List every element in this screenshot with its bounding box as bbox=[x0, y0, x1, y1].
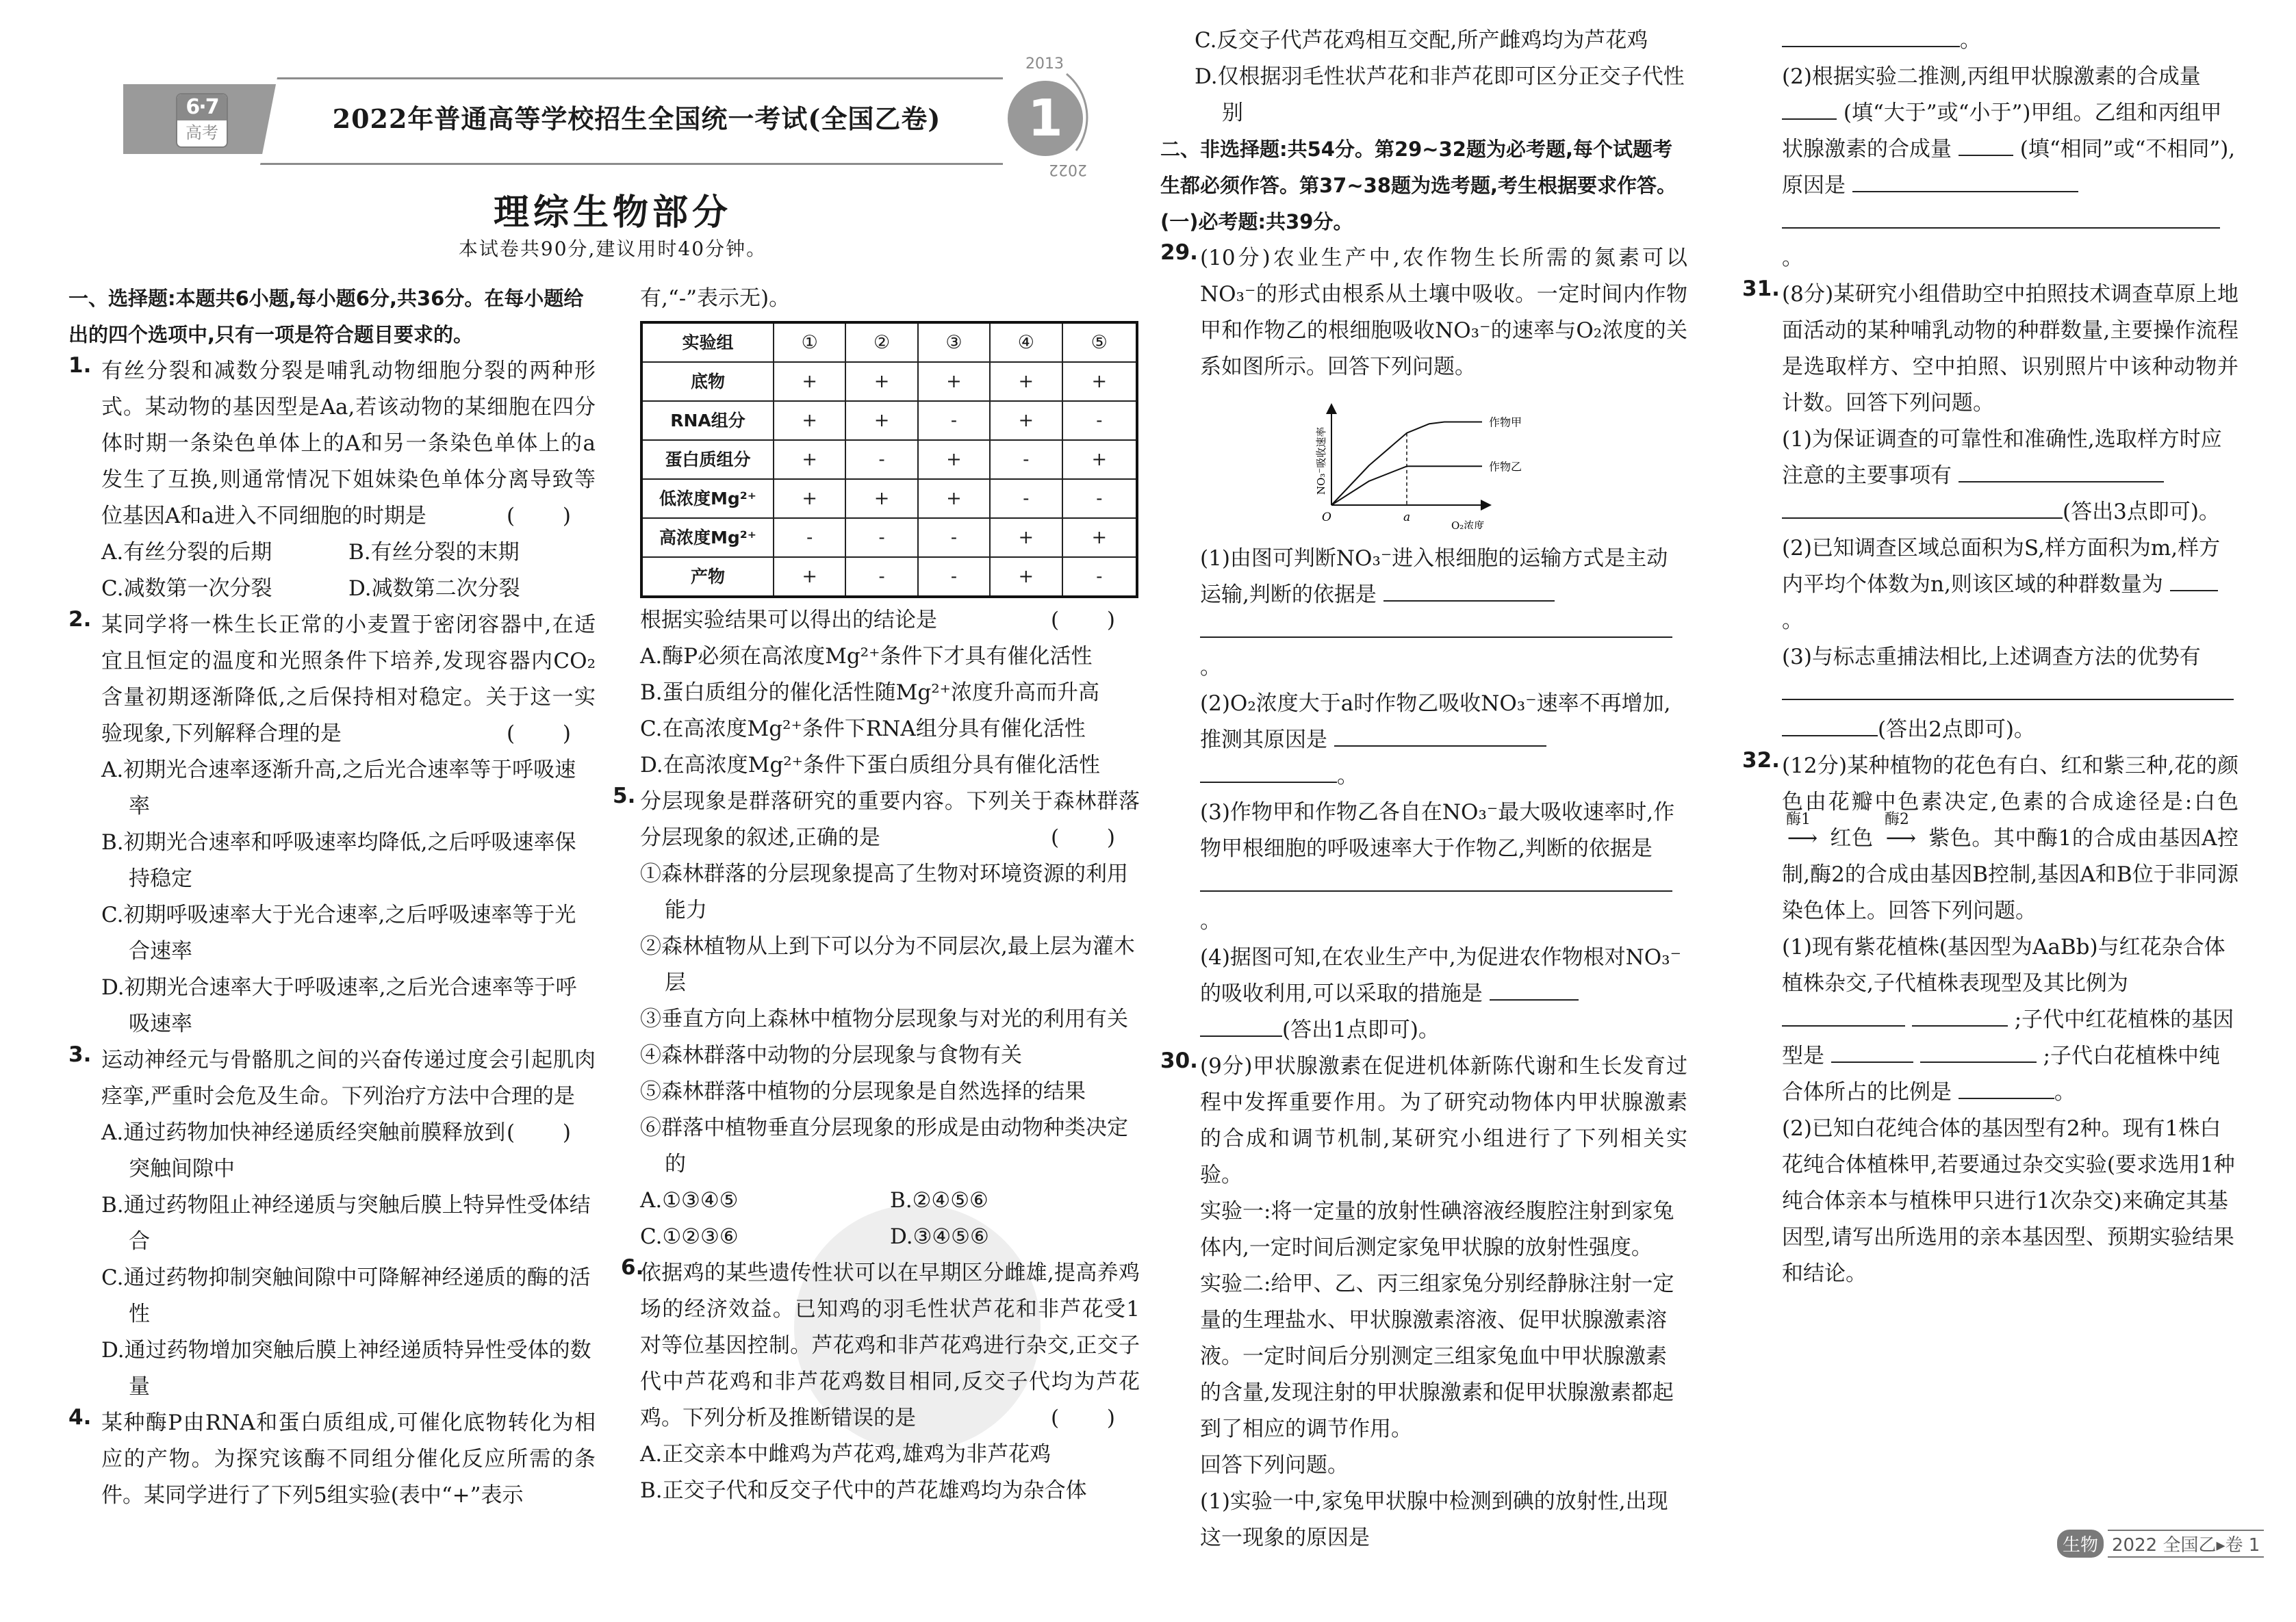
question-number: 4. bbox=[68, 1405, 92, 1430]
q31-part-2 bbox=[1742, 530, 2238, 639]
question-text: 根据实验结果可以得出的结论是 bbox=[640, 608, 937, 632]
question-4-prompt bbox=[640, 602, 1140, 639]
row-label: RNA组分 bbox=[641, 401, 774, 440]
part-text: (3)作物甲和作物乙各自在NO₃⁻最大吸收速率时,作物甲根细胞的呼吸速率大于作物乙,判断的依据是 bbox=[1200, 800, 1675, 861]
table-cell: + bbox=[774, 362, 845, 401]
answer-blank[interactable] bbox=[1200, 615, 1672, 638]
x-tick-a: a bbox=[1403, 511, 1411, 524]
options-row bbox=[640, 1219, 1140, 1255]
stem-red: 红色 bbox=[1830, 826, 1874, 851]
part-text: (2)O₂浓度大于a时作物乙吸收NO₃⁻速率不再增加,推测其原因是 bbox=[1200, 691, 1671, 752]
question-stem: (12分)某种植物的花色有白、红和紫三种,花的颜色由花瓣中色素决定,色素的合成途径是:白色 bbox=[1782, 754, 2238, 814]
question-stem: (10分)农业生产中,农作物生长所需的氮素可以NO₃⁻的形式由根系从土壤中吸收。一定时间内作物甲和作物乙的根细胞吸收NO₃⁻的速率与O₂浓度的关系如图所示。回答下列问题。 bbox=[1200, 246, 1687, 379]
option-a[interactable]: A.通过药物加快神经递质经突触前膜释放到突触间隙中 bbox=[101, 1120, 506, 1181]
option-a[interactable]: A.酶P必须在高浓度Mg²⁺条件下才具有催化活性 bbox=[640, 644, 1093, 669]
option-b[interactable]: B.初期光合速率和呼吸速率均降低,之后呼吸速率保持稳定 bbox=[101, 830, 576, 891]
answer-paren[interactable]: ( ) bbox=[506, 504, 591, 528]
answer-blank[interactable] bbox=[1200, 760, 1337, 783]
q31-part-3-line1 bbox=[1742, 675, 2238, 712]
q31-part-3: (3)与标志重捕法相比,上述调查方法的优势有 bbox=[1782, 645, 2201, 669]
table-cell: + bbox=[774, 557, 845, 597]
page-subtitle: 本试卷共90分,建议用时40分钟。 bbox=[458, 237, 767, 260]
statement-2: ②森林植物从上到下可以分为不同层次,最上层为灌木层 bbox=[640, 934, 1135, 995]
table-cell: - bbox=[918, 557, 990, 597]
period: 。 bbox=[1200, 655, 1221, 680]
question-stem: 分层现象是群落研究的重要内容。下列关于森林群落分层现象的叙述,正确的是 bbox=[640, 789, 1140, 850]
part-text: (2)已知调查区域总面积为S,样方面积为m,样方内平均个体数为n,则该区域的种群数量为 bbox=[1782, 536, 2221, 597]
question-stem: (9分)甲状腺激素在促进机体新陈代谢和生长发育过程中发挥重要作用。为了研究动物体内甲状腺激素的合成和调节机制,某研究小组进行了下列相关实验。 bbox=[1200, 1054, 1687, 1187]
q31-part-1 bbox=[1742, 422, 2238, 494]
answer-blank[interactable] bbox=[1782, 495, 2063, 519]
question-32 bbox=[1742, 748, 2238, 929]
table-row bbox=[641, 362, 1137, 401]
statement-6: ⑥群落中植物垂直分层现象的形成是由动物种类决定的 bbox=[640, 1116, 1128, 1176]
table-cell: - bbox=[990, 479, 1062, 518]
row-label: 低浓度Mg²⁺ bbox=[641, 479, 774, 518]
answer-blank[interactable] bbox=[1782, 1003, 1905, 1027]
table-row bbox=[641, 518, 1137, 557]
statement-3: ③垂直方向上森林中植物分层现象与对光的利用有关 bbox=[640, 1007, 1128, 1031]
table-cell: - bbox=[918, 518, 990, 557]
answer-blank[interactable] bbox=[1200, 868, 1672, 892]
period: 。 bbox=[1337, 764, 1358, 788]
column-1 bbox=[68, 281, 596, 1514]
part-note: (答出3点即可)。 bbox=[2063, 500, 2220, 524]
table-cell: + bbox=[774, 401, 845, 440]
logo-top: 6·7 bbox=[177, 94, 227, 120]
enzyme-1-arrow: 酶1 ⟶ bbox=[1782, 821, 1823, 857]
q32-part-1 bbox=[1742, 929, 2238, 1111]
option-d[interactable]: D.减数第二次分裂 bbox=[348, 576, 520, 601]
period: 。 bbox=[2054, 1080, 2076, 1105]
table-cell: - bbox=[774, 518, 845, 557]
column-header-group: ③ bbox=[918, 322, 990, 362]
options-row bbox=[640, 1183, 1140, 1219]
q30-part-1: (1)实验一中,家兔甲状腺中检测到碘的放射性,出现这一现象的原因是 bbox=[1200, 1489, 1668, 1550]
answer-blank[interactable] bbox=[1782, 96, 1837, 120]
table-cell: + bbox=[1062, 362, 1137, 401]
column-header-group: ④ bbox=[990, 322, 1062, 362]
table-row bbox=[641, 440, 1137, 479]
origin-label: O bbox=[1322, 511, 1331, 524]
answer-blank[interactable] bbox=[1831, 1040, 1913, 1063]
q30-part-2-line2 bbox=[1742, 204, 2238, 276]
stem-purple: 紫色。其中酶1的合成由基因A控制,酶2的合成由基因B控制,基因A和B位于非同源染色体上。回答下列问题。 bbox=[1782, 826, 2239, 923]
answer-blank[interactable] bbox=[1383, 578, 1555, 602]
answer-paren[interactable]: ( ) bbox=[1050, 825, 1136, 850]
column-3 bbox=[1160, 23, 1687, 1556]
part-note: (答出2点即可)。 bbox=[1878, 717, 2035, 742]
question-6 bbox=[621, 1255, 1140, 1437]
table-cell: - bbox=[1062, 401, 1137, 440]
option-d[interactable]: D.通过药物增加突触后膜上神经递质特异性受体的数量 bbox=[101, 1338, 591, 1399]
table-cell: - bbox=[918, 401, 990, 440]
period: 。 bbox=[1782, 608, 1803, 633]
question-number: 6. bbox=[621, 1255, 644, 1280]
table-cell: + bbox=[918, 479, 990, 518]
table-cell: + bbox=[774, 479, 845, 518]
experiment-2: 实验二:给甲、乙、丙三组家兔分别经静脉注射一定量的生理盐水、甲状腺激素溶液、促甲状腺激素溶液。一定时间后分别测定三组家兔血中甲状腺激素的含量,发现注射的甲状腺激素和促甲状腺激素都起到了相应的调节作用。 bbox=[1200, 1272, 1674, 1441]
option-c[interactable]: C.初期呼吸速率大于光合速率,之后呼吸速率等于光合速率 bbox=[101, 903, 576, 964]
table-cell: - bbox=[845, 518, 917, 557]
question-stem: (8分)某研究小组借助空中拍照技术调查草原上地面活动的某种哺乳动物的种群数量,主要操作流程是选取样方、空中拍照、识别照片中该种动物并计数。回答下列问题。 bbox=[1782, 282, 2238, 415]
option-b[interactable]: B.有丝分裂的末期 bbox=[348, 540, 520, 565]
row-label: 产物 bbox=[641, 557, 774, 597]
subject-pill: 生物 bbox=[2057, 1530, 2104, 1558]
answer-blank[interactable] bbox=[1200, 1014, 1282, 1037]
section-2-heading: 二、非选择题:共54分。第29~32题为必考题,每个试题考生都必须作答。第37~38题为选考题,考生根据要求作答。 bbox=[1160, 138, 1677, 197]
series-label-1: 作物甲 bbox=[1489, 415, 1522, 429]
question-stem: 运动神经元与骨骼肌之间的兴奋传递过度会引起肌肉痉挛,严重时会危及生命。下列治疗方法中合理的是 bbox=[101, 1048, 596, 1109]
logo bbox=[176, 93, 228, 148]
part-text: ;子代中红花植株的基因型是 bbox=[1782, 1007, 2234, 1068]
x-axis-label: O₂浓度 bbox=[1451, 519, 1485, 529]
option-c[interactable]: C.减数第一次分裂 bbox=[101, 576, 272, 601]
column-header-group: ① bbox=[774, 322, 845, 362]
enzyme-2-arrow: 酶2 ⟶ bbox=[1880, 821, 1922, 857]
q29-part-2 bbox=[1160, 686, 1687, 758]
period: 。 bbox=[1200, 909, 1221, 934]
option-c[interactable]: C.反交子代芦花鸡相互交配,所产雌鸡均为芦花鸡 bbox=[1195, 28, 1648, 53]
part-text: (1)为保证调查的可靠性和准确性,选取样方时应注意的主要事项有 bbox=[1782, 427, 2222, 488]
section-1-heading: 一、选择题:本题共6小题,每小题6分,共36分。在每小题给出的四个选项中,只有一项是符合题目要求的。 bbox=[68, 287, 584, 346]
period: 。 bbox=[1782, 246, 1803, 270]
question-29 bbox=[1160, 240, 1687, 385]
question-number: 2. bbox=[68, 607, 92, 632]
option-a[interactable]: A.有丝分裂的后期 bbox=[101, 540, 272, 565]
badge-year-start: 2013 bbox=[1025, 55, 1064, 73]
answer-blank[interactable] bbox=[1782, 677, 2234, 700]
options-row bbox=[68, 535, 596, 571]
table-cell: + bbox=[990, 557, 1062, 597]
table-cell: - bbox=[990, 440, 1062, 479]
q31-part-1-line2 bbox=[1742, 494, 2238, 530]
answer-blank[interactable] bbox=[1920, 1040, 2037, 1063]
enzyme-1-label: 酶1 bbox=[1786, 811, 1811, 828]
table-cell: + bbox=[845, 401, 917, 440]
table-cell: + bbox=[918, 440, 990, 479]
experiment-table bbox=[640, 321, 1138, 598]
column-2 bbox=[613, 281, 1140, 1509]
question-4-stem-continued: 有,“-”表示无)。 bbox=[640, 286, 791, 311]
table-row bbox=[641, 557, 1137, 597]
series-label-2: 作物乙 bbox=[1489, 460, 1522, 474]
part-text: (填“相同”或“不相同”),原因是 bbox=[1782, 137, 2236, 198]
table-cell: - bbox=[845, 440, 917, 479]
question-1 bbox=[68, 353, 596, 535]
q29-part-4 bbox=[1160, 940, 1687, 1012]
q29-part-4-line2 bbox=[1160, 1012, 1687, 1048]
no3-uptake-chart bbox=[1297, 392, 1557, 529]
q29-part-1-line2 bbox=[1160, 613, 1687, 686]
table-cell: + bbox=[990, 518, 1062, 557]
q31-part-3-line2 bbox=[1742, 712, 2238, 748]
answer-prompt: 回答下列问题。 bbox=[1200, 1453, 1349, 1478]
option-b[interactable]: B.蛋白质组分的催化活性随Mg²⁺浓度升高而升高 bbox=[640, 680, 1100, 705]
question-30 bbox=[1160, 1048, 1687, 1194]
table-cell: + bbox=[1062, 518, 1137, 557]
answer-paren[interactable]: ( ) bbox=[506, 721, 591, 746]
options-row bbox=[68, 571, 596, 607]
answer-blank[interactable] bbox=[1959, 1076, 2054, 1099]
answer-blank[interactable] bbox=[1782, 24, 1960, 47]
option-c[interactable]: C.在高浓度Mg²⁺条件下RNA组分具有催化活性 bbox=[640, 717, 1086, 741]
table-cell: + bbox=[990, 362, 1062, 401]
q29-part-2-line2 bbox=[1160, 758, 1687, 795]
question-number: 5. bbox=[613, 784, 636, 808]
part-text: (1)现有紫花植株(基因型为AaBb)与红花杂合体植株杂交,子代植株表现型及其比例为 bbox=[1782, 935, 2225, 996]
statement-4: ④森林群落中动物的分层现象与食物有关 bbox=[640, 1043, 1022, 1068]
question-stem: 某同学将一株生长正常的小麦置于密闭容器中,在适宜且恒定的温度和光照条件下培养,发现容器内CO₂含量初期逐渐降低,之后保持相对稳定。关于这一实验现象,下列解释合理的是 bbox=[101, 613, 596, 746]
statement-1: ①森林群落的分层现象提高了生物对环境资源的利用能力 bbox=[640, 862, 1128, 923]
answer-blank[interactable] bbox=[1334, 723, 1546, 747]
question-2 bbox=[68, 607, 596, 752]
part-note: (答出1点即可)。 bbox=[1282, 1018, 1440, 1042]
option-d[interactable]: D.③④⑤⑥ bbox=[890, 1224, 989, 1249]
part-text: (4)据图可知,在农业生产中,为促进农作物根对NO₃⁻的吸收利用,可以采取的措施是 bbox=[1200, 945, 1681, 1006]
option-d[interactable]: D.在高浓度Mg²⁺条件下蛋白质组分具有催化活性 bbox=[640, 753, 1100, 777]
option-b[interactable]: B.②④⑤⑥ bbox=[890, 1188, 988, 1213]
column-header-group: ⑤ bbox=[1062, 322, 1137, 362]
footer-label: 2022 全国乙▸卷 1 bbox=[2108, 1530, 2264, 1558]
enzyme-2-label: 酶2 bbox=[1884, 811, 1909, 828]
part-text: ;子代白花植株中纯合体所占的比例是 bbox=[1782, 1044, 2221, 1105]
table-cell: - bbox=[1062, 557, 1137, 597]
q29-part-3-line2 bbox=[1160, 867, 1687, 940]
experiment-1: 实验一:将一定量的放射性碘溶液经腹腔注射到家兔体内,一定时间后测定家兔甲状腺的放射性强度。 bbox=[1200, 1199, 1674, 1260]
option-c[interactable]: C.通过药物抑制突触间隙中可降解神经递质的酶的活性 bbox=[101, 1265, 591, 1326]
part-text: (2)根据实验二推测,丙组甲状腺激素的合成量 bbox=[1782, 64, 2201, 89]
question-stem: 某种酶P由RNA和蛋白质组成,可催化底物转化为相应的产物。为探究该酶不同组分催化反应所需的条件。某同学进行了下列5组实验(表中“+”表示 bbox=[101, 1411, 596, 1508]
row-label: 底物 bbox=[641, 362, 774, 401]
table-cell: + bbox=[918, 362, 990, 401]
q29-part-1 bbox=[1160, 541, 1687, 613]
option-d[interactable]: D.初期光合速率大于呼吸速率,之后光合速率等于呼吸速率 bbox=[101, 975, 577, 1036]
q32-part-2: (2)已知白花纯合体的基因型有2种。现有1株白花纯合体植株甲,若要通过杂交实验(要求选用1种纯合体亲本与植株甲只进行1次杂交)来确定其基因型,请写出所选用的亲本基因型、预期实验结果和结论。 bbox=[1782, 1116, 2235, 1286]
table-cell: + bbox=[774, 440, 845, 479]
page-footer bbox=[2057, 1530, 2264, 1556]
section-2-subheading: (一)必考题:共39分。 bbox=[1160, 210, 1353, 233]
row-label: 蛋白质组分 bbox=[641, 440, 774, 479]
option-b[interactable]: B.通过药物阻止神经递质与突触后膜上特异性受体结合 bbox=[101, 1193, 591, 1254]
question-number: 31. bbox=[1742, 276, 1780, 301]
logo-bottom: 高考 bbox=[186, 123, 218, 142]
question-stem: 有丝分裂和减数分裂是哺乳动物细胞分裂的两种形式。某动物的基因型是Aa,若该动物的某细胞在四分体时期一条染色单体上的A和另一条染色单体上的a发生了互换,则通常情况下姐妹染色单体分离导致等位基因A和a进入不同细胞的时期是 bbox=[101, 359, 596, 528]
option-a[interactable]: A.初期光合速率逐渐升高,之后光合速率等于呼吸速率 bbox=[101, 758, 576, 819]
exam-title: 2022年普通高等学校招生全国统一考试(全国乙卷) bbox=[332, 103, 941, 134]
answer-paren[interactable]: ( ) bbox=[1050, 608, 1136, 632]
question-4 bbox=[68, 1405, 596, 1514]
part-text: (填“大于”或“小于”)甲组。乙组和丙组甲状腺激素的合成量 bbox=[1782, 101, 2222, 162]
option-a[interactable]: A.①③④⑤ bbox=[640, 1188, 739, 1213]
y-axis-label: NO₃⁻吸收速率 bbox=[1315, 426, 1327, 495]
column-4 bbox=[1742, 23, 2238, 1292]
answer-blank[interactable] bbox=[1782, 205, 2220, 229]
question-31 bbox=[1742, 276, 2238, 422]
table-header-row bbox=[641, 322, 1137, 362]
period: 。 bbox=[1960, 28, 1981, 53]
option-c[interactable]: C.①②③⑥ bbox=[640, 1224, 739, 1249]
table-cell: + bbox=[990, 401, 1062, 440]
answer-blank[interactable] bbox=[1959, 133, 2013, 156]
table-cell: + bbox=[1062, 440, 1137, 479]
part-text: (1)由图可判断NO₃⁻进入根细胞的运输方式是主动运输,判断的依据是 bbox=[1200, 546, 1668, 607]
table-cell: - bbox=[1062, 479, 1137, 518]
table-cell: + bbox=[845, 479, 917, 518]
row-label: 高浓度Mg²⁺ bbox=[641, 518, 774, 557]
q29-part-3 bbox=[1160, 795, 1687, 867]
column-header-label: 实验组 bbox=[641, 322, 774, 362]
volume-badge: 1 bbox=[1008, 81, 1083, 156]
answer-paren[interactable]: ( ) bbox=[1050, 1406, 1136, 1430]
option-a[interactable]: A.正交亲本中雌鸡为芦花鸡,雄鸡为非芦花鸡 bbox=[640, 1442, 1051, 1467]
option-d[interactable]: D.仅根据羽毛性状芦花和非芦花即可区分正交子代性别 bbox=[1195, 64, 1685, 125]
answer-blank[interactable] bbox=[1490, 977, 1579, 1001]
answer-blank[interactable] bbox=[2170, 568, 2218, 591]
question-3 bbox=[68, 1042, 596, 1145]
table-cell: - bbox=[845, 557, 917, 597]
question-number: 1. bbox=[68, 353, 92, 378]
q30-part-1-blank-line bbox=[1742, 23, 2238, 59]
q30-part-2 bbox=[1742, 59, 2238, 204]
question-stem: 依据鸡的某些遗传性状可以在早期区分雌雄,提高养鸡场的经济效益。已知鸡的羽毛性状芦花和非芦花受1对等位基因控制。芦花鸡和非芦花鸡进行杂交,正交子代中芦花鸡和非芦花鸡数目相同,反交子代均为芦花鸡。下列分析及推断错误的是 bbox=[640, 1261, 1140, 1430]
question-number: 30. bbox=[1160, 1048, 1198, 1073]
badge-year-end: 2022 bbox=[1049, 161, 1087, 178]
question-number: 29. bbox=[1160, 240, 1198, 265]
answer-blank[interactable] bbox=[1782, 713, 1878, 736]
question-5 bbox=[613, 784, 1140, 856]
page-title: 理综生物部分 bbox=[493, 192, 732, 233]
column-header-group: ② bbox=[845, 322, 917, 362]
statement-5: ⑤森林群落中植物的分层现象是自然选择的结果 bbox=[640, 1079, 1086, 1104]
answer-blank[interactable] bbox=[1959, 459, 2164, 482]
answer-paren[interactable]: ( ) bbox=[506, 1120, 591, 1145]
question-number: 32. bbox=[1742, 748, 1780, 773]
table-row bbox=[641, 401, 1137, 440]
table-cell: + bbox=[845, 362, 917, 401]
answer-blank[interactable] bbox=[1912, 1003, 2008, 1027]
option-b[interactable]: B.正交子代和反交子代中的芦花雄鸡均为杂合体 bbox=[640, 1478, 1087, 1503]
table-row bbox=[641, 479, 1137, 518]
answer-blank[interactable] bbox=[1852, 169, 2078, 192]
question-number: 3. bbox=[68, 1042, 92, 1067]
